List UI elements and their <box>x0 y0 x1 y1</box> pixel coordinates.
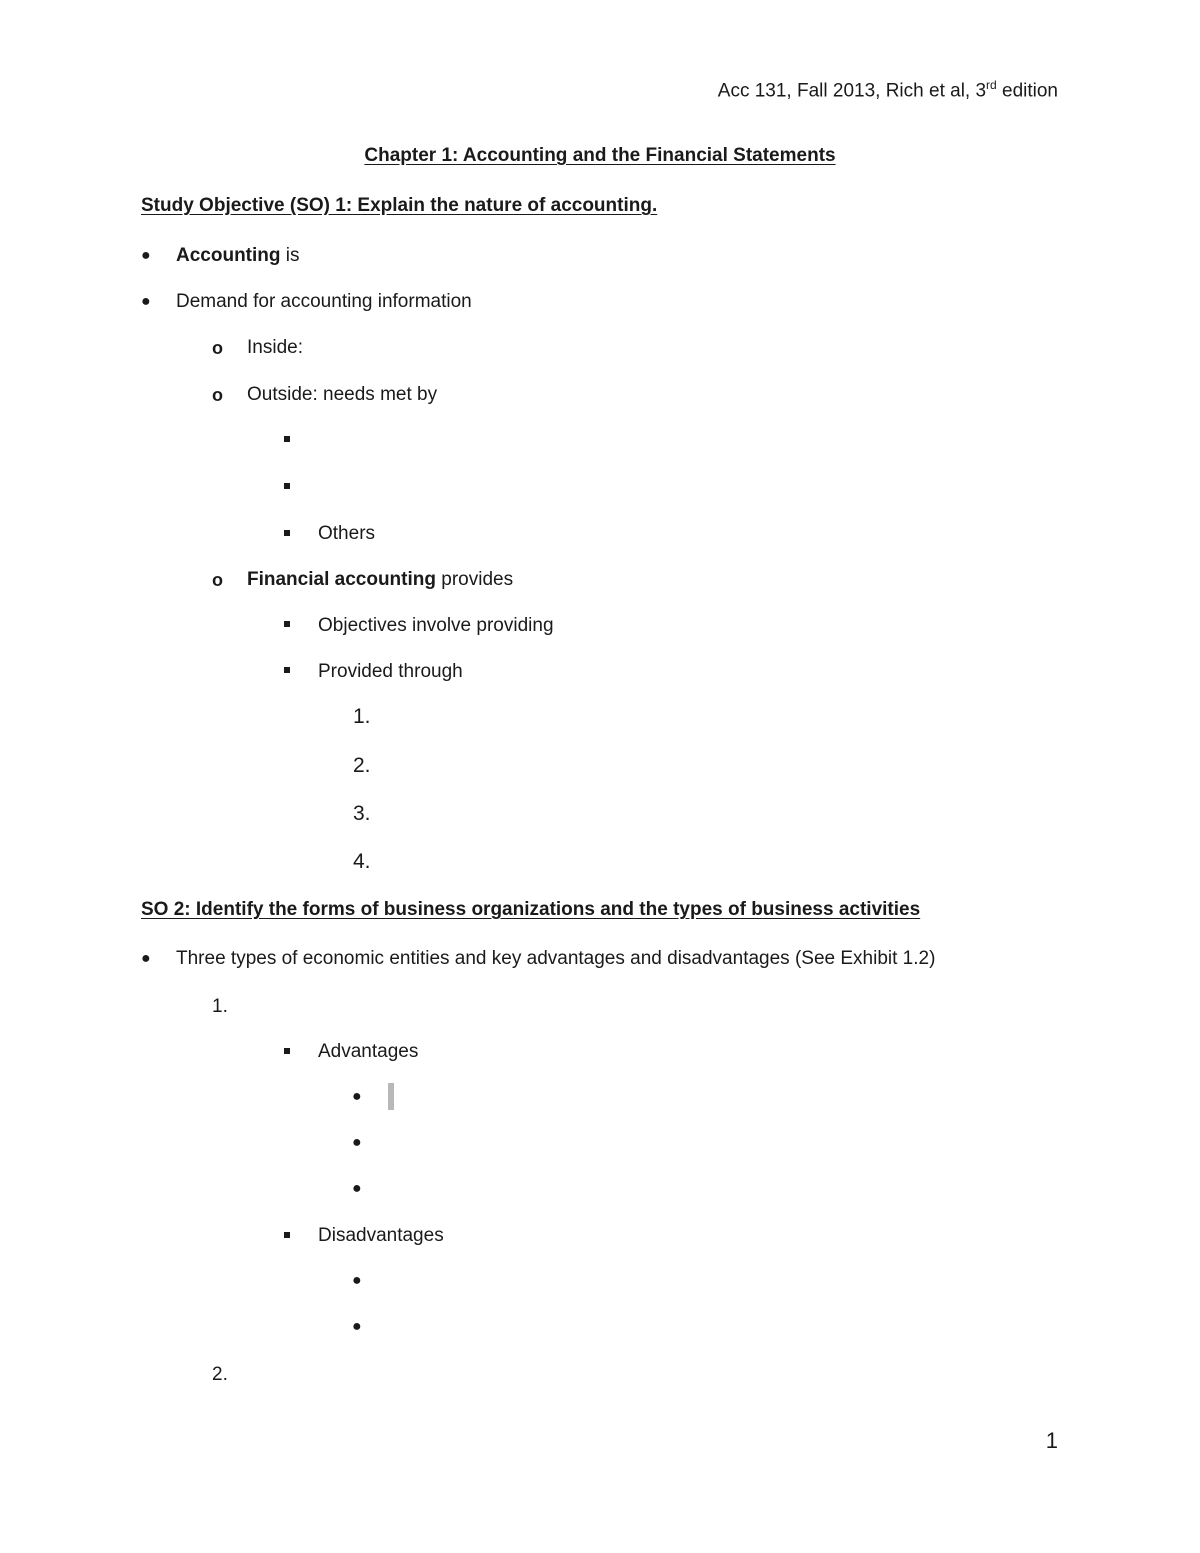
text-cursor <box>388 1083 394 1110</box>
list-item-outside: Outside: needs met by <box>247 384 438 405</box>
square-bullet-icon <box>284 1232 290 1238</box>
numbered-item-entity-2: 2. <box>212 1364 228 1385</box>
accounting-is-text: is <box>280 245 300 266</box>
list-item-accounting-is <box>176 244 300 268</box>
square-bullet-icon <box>284 436 290 442</box>
bullet-icon: ● <box>352 1134 362 1151</box>
bullet-icon: ● <box>352 1272 362 1289</box>
square-bullet-icon <box>284 530 290 536</box>
list-item-provided-through: Provided through <box>318 661 463 682</box>
square-bullet-icon <box>284 667 290 673</box>
bullet-icon: ● <box>352 1180 362 1197</box>
bullet-icon: ● <box>141 950 151 967</box>
so1-heading: Study Objective (SO) 1: Explain the nature of accounting. <box>141 195 658 216</box>
list-item-inside: Inside: <box>247 337 303 358</box>
financial-provides-text: provides <box>435 569 514 590</box>
list-item-others: Others <box>318 523 376 544</box>
numbered-item-3: 3. <box>353 802 371 825</box>
square-bullet-icon <box>284 483 290 489</box>
bullet-icon: ● <box>141 247 151 264</box>
circle-bullet-icon: o <box>212 385 223 405</box>
accounting-term: Accounting <box>176 245 281 266</box>
bullet-icon: ● <box>352 1318 362 1335</box>
page-header <box>718 73 1058 103</box>
bullet-icon: ● <box>352 1088 362 1105</box>
list-item-three-types: Three types of economic entities and key advantages and disadvantages (See Exhibit 1.2) <box>176 948 936 969</box>
numbered-item-1: 1. <box>353 705 371 728</box>
list-item-objectives: Objectives involve providing <box>318 615 554 636</box>
so2-heading: SO 2: Identify the forms of business organizations and the types of business activities <box>141 899 921 920</box>
numbered-item-4: 4. <box>353 850 371 873</box>
list-item-financial-accounting <box>247 568 513 592</box>
square-bullet-icon <box>284 621 290 627</box>
header-suffix: edition <box>996 80 1058 102</box>
circle-bullet-icon: o <box>212 338 223 358</box>
header-superscript: rd <box>986 78 997 92</box>
list-item-demand: Demand for accounting information <box>176 291 472 312</box>
numbered-item-entity-1: 1. <box>212 996 228 1017</box>
square-bullet-icon <box>284 1048 290 1054</box>
page-number: 1 <box>1045 1428 1058 1453</box>
list-item-disadvantages: Disadvantages <box>318 1225 444 1246</box>
numbered-item-2: 2. <box>353 754 371 777</box>
financial-accounting-term: Financial accounting <box>247 569 436 590</box>
list-item-advantages: Advantages <box>318 1041 419 1062</box>
chapter-title: Chapter 1: Accounting and the Financial Statements <box>364 145 836 166</box>
header-text: Acc 131, Fall 2013, Rich et al, 3 <box>717 80 987 102</box>
circle-bullet-icon: o <box>212 570 223 590</box>
bullet-icon: ● <box>141 293 151 310</box>
